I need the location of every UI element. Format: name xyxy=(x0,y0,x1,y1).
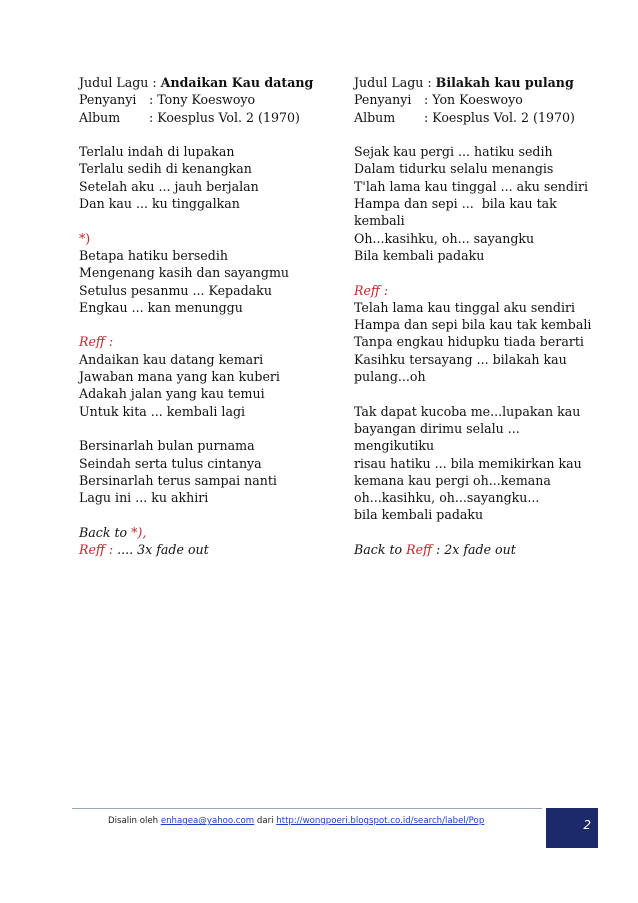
lyric-line: Sejak kau pergi ... hatiku sedih xyxy=(354,144,553,160)
lyric-line: bila kembali padaku xyxy=(354,507,484,523)
lyric-line: Andaikan kau datang kemari xyxy=(79,351,264,367)
song-title: Bilakah kau pulang xyxy=(435,75,574,90)
lyric-line: kemana kau pergi oh...kemana xyxy=(354,472,551,488)
footer-divider xyxy=(72,808,542,809)
lyric-line: Seindah serta tulus cintanya xyxy=(79,455,262,471)
lyric-line: Mengenang kasih dan sayangmu xyxy=(79,265,290,281)
lyric-line: Bersinarlah terus sampai nanti xyxy=(79,472,277,488)
lyric-line: bayangan dirimu selalu ... xyxy=(354,420,520,436)
lyric-line: Setelah aku ... jauh berjalan xyxy=(79,178,259,194)
lyric-line: Bersinarlah bulan purnama xyxy=(79,438,255,454)
lyric-line: Kasihku tersayang ... bilakah kau xyxy=(354,351,567,367)
lyric-line: Telah lama kau tinggal aku sendiri xyxy=(354,299,576,315)
left-song xyxy=(79,74,349,558)
album-line: Album : Koesplus Vol. 2 (1970) xyxy=(79,109,300,125)
footer-credit: Disalin oleh enhagea@yahoo.com dari http://wongpoeri.blogspot.co.id/search/label/Pop xyxy=(108,816,485,826)
singer: : Yon Koeswoyo xyxy=(424,92,523,108)
singer: : Tony Koeswoyo xyxy=(149,92,256,108)
lyric-line: Dalam tidurku selalu menangis xyxy=(354,161,554,177)
ending-instruction: Reff : .... 3x fade out xyxy=(79,542,209,558)
ending-instruction: Back to Reff : 2x fade out xyxy=(354,542,516,558)
lyric-line: Hampa dan sepi bila kau tak kembali xyxy=(354,317,592,333)
lyric-line: kembali xyxy=(354,213,405,229)
lyric-line: Engkau ... kan menunggu xyxy=(79,299,243,315)
back-to-instruction: Back to *), xyxy=(79,524,147,540)
page-number: 2 xyxy=(583,818,591,832)
lyric-line: pulang...oh xyxy=(354,369,426,385)
lyric-line: Lagu ini ... ku akhiri xyxy=(79,490,209,506)
lyric-line: Dan kau ... ku tinggalkan xyxy=(79,196,240,212)
page-number-box xyxy=(546,808,598,848)
source-url-link[interactable]: http://wongpoeri.blogspot.co.id/search/label/Pop xyxy=(276,816,485,826)
lyric-line: Tak dapat kucoba me...lupakan kau xyxy=(354,403,581,419)
right-song xyxy=(354,74,622,558)
lyric-line: Setulus pesanmu ... Kepadaku xyxy=(79,282,272,298)
song-title-line: Judul Lagu : Andaikan Kau datang xyxy=(79,75,314,90)
lyric-line: Untuk kita ... kembali lagi xyxy=(79,403,246,419)
song-title: Andaikan Kau datang xyxy=(160,75,314,90)
reff-label: Reff : xyxy=(79,334,114,350)
lyric-line: Hampa dan sepi ... bila kau tak xyxy=(354,196,557,212)
lyric-line: Adakah jalan yang kau temui xyxy=(79,386,265,402)
verse-marker: *) xyxy=(79,230,91,246)
lyric-line: Terlalu sedih di kenangkan xyxy=(79,161,252,177)
lyric-line: Oh...kasihku, oh... sayangku xyxy=(354,230,535,246)
email-link[interactable]: enhagea@yahoo.com xyxy=(160,816,255,826)
lyric-line: Betapa hatiku bersedih xyxy=(79,247,228,263)
singer-line: Penyanyi : Yon Koeswoyo xyxy=(354,92,523,108)
lyric-line: Tanpa engkau hidupku tiada berarti xyxy=(354,334,584,350)
lyric-line: T'lah lama kau tinggal ... aku sendiri xyxy=(354,178,589,194)
lyric-line: mengikutiku xyxy=(354,438,435,454)
reff-label: Reff : xyxy=(354,282,389,298)
lyric-line: oh...kasihku, oh...sayangku... xyxy=(354,490,540,506)
lyric-line: Bila kembali padaku xyxy=(354,247,485,263)
lyric-line: Jawaban mana yang kan kuberi xyxy=(79,369,280,385)
album-line: Album : Koesplus Vol. 2 (1970) xyxy=(354,109,575,125)
album: : Koesplus Vol. 2 (1970) xyxy=(149,109,300,125)
singer-line: Penyanyi : Tony Koeswoyo xyxy=(79,92,256,108)
lyric-line: risau hatiku ... bila memikirkan kau xyxy=(354,455,582,471)
album: : Koesplus Vol. 2 (1970) xyxy=(424,109,575,125)
lyric-line: Terlalu indah di lupakan xyxy=(79,144,235,160)
song-title-line: Judul Lagu : Bilakah kau pulang xyxy=(354,75,574,90)
